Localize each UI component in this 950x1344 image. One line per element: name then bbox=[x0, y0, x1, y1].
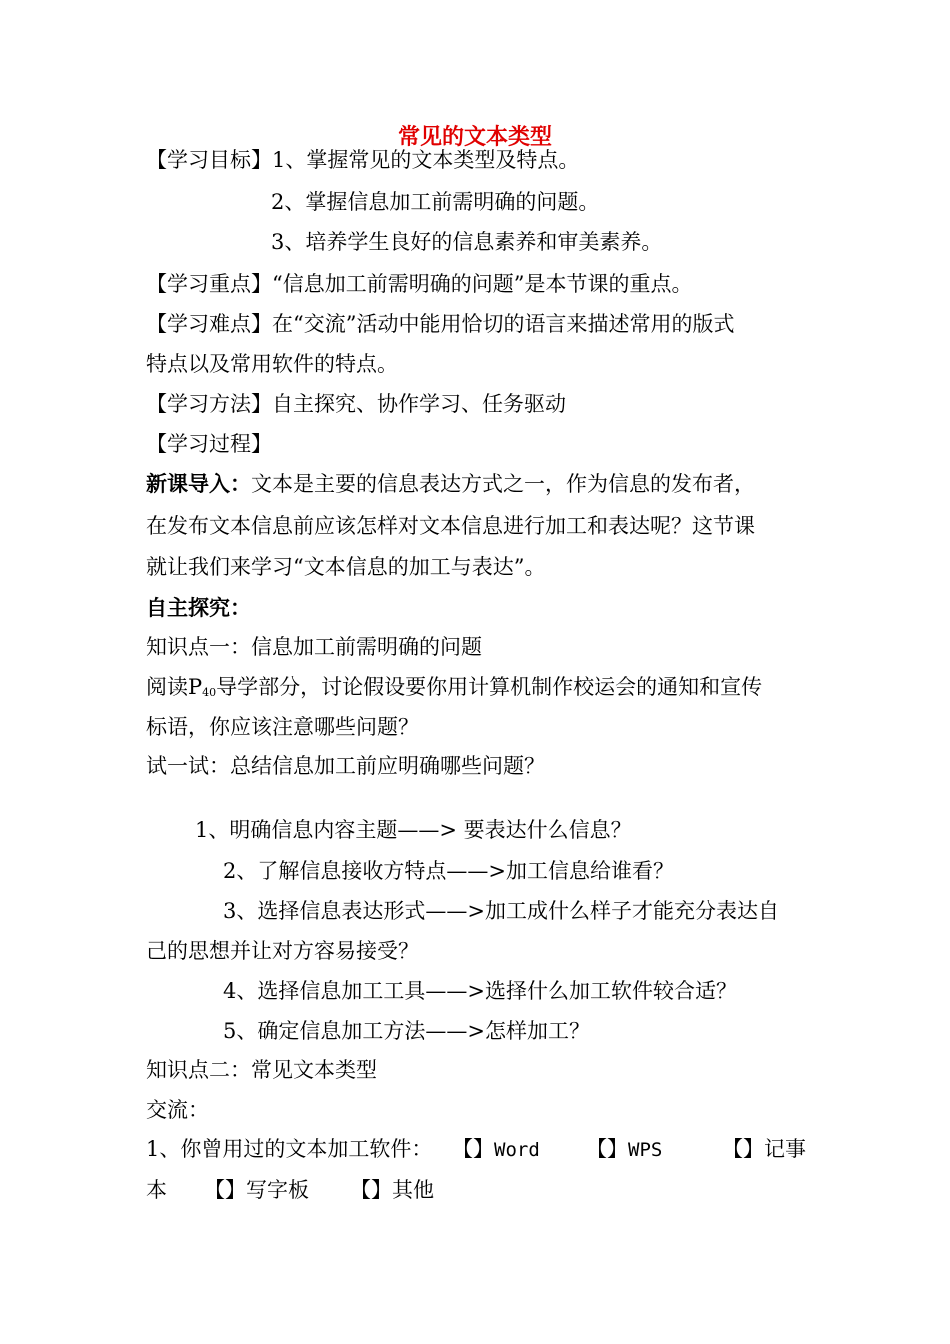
checkbox-bracket: 【】 bbox=[204, 1178, 246, 1202]
knowledge-point-2: 知识点二：常见文本类型 bbox=[146, 1058, 377, 1082]
question-2: 2、了解信息接收方特点——>加工信息给谁看？ bbox=[223, 859, 674, 883]
read-rest: 导学部分，讨论假设要你用计算机制作校运会的通知和宣传 bbox=[216, 675, 763, 699]
option-other bbox=[350, 1176, 434, 1204]
intro-line-1 bbox=[146, 470, 755, 498]
difficulty-line-2: 特点以及常用软件的特点。 bbox=[146, 352, 398, 376]
option-notepad-label-1: 记事 bbox=[764, 1137, 806, 1161]
read-prefix: 阅读 bbox=[146, 675, 188, 699]
option-wps bbox=[586, 1135, 662, 1164]
try-line: 试一试：总结信息加工前应明确哪些问题？ bbox=[146, 754, 545, 778]
checkbox-bracket: 【】 bbox=[722, 1137, 764, 1161]
learning-goals-line bbox=[146, 146, 579, 174]
option-notepad-cont: 本 bbox=[146, 1178, 167, 1202]
method-line: 【学习方法】自主探究、协作学习、任务驱动 bbox=[146, 392, 566, 416]
goal-2: 2、掌握信息加工前需明确的问题。 bbox=[271, 190, 600, 214]
option-word bbox=[452, 1135, 540, 1164]
checkbox-bracket: 【】 bbox=[350, 1178, 392, 1202]
option-wps-label: WPS bbox=[628, 1139, 663, 1161]
question-1: 1、明确信息内容主题——> 要表达什么信息？ bbox=[195, 818, 632, 842]
intro-line-3: 就让我们来学习“文本信息的加工与表达”。 bbox=[146, 555, 546, 579]
explore-label: 自主探究： bbox=[146, 595, 251, 620]
key-point-line: 【学习重点】“信息加工前需明确的问题”是本节课的重点。 bbox=[146, 272, 693, 296]
option-word-label: Word bbox=[494, 1139, 540, 1161]
exchange-label: 交流： bbox=[146, 1098, 209, 1122]
checkbox-bracket: 【】 bbox=[586, 1137, 628, 1161]
intro-text-1: 文本是主要的信息表达方式之一，作为信息的发布者， bbox=[251, 472, 755, 496]
goal-3: 3、培养学生良好的信息素养和审美素养。 bbox=[271, 230, 663, 254]
option-notepad bbox=[722, 1135, 806, 1163]
question-3-line-2: 己的思想并让对方容易接受？ bbox=[146, 939, 419, 963]
question-3-line-1: 3、选择信息表达形式——>加工成什么样子才能充分表达自 bbox=[223, 899, 779, 923]
question-4: 4、选择信息加工工具——>选择什么加工软件较合适？ bbox=[223, 979, 737, 1003]
document-title: 常见的文本类型 bbox=[397, 124, 552, 150]
option-wordpad bbox=[204, 1176, 309, 1204]
read-page: P bbox=[188, 675, 203, 699]
knowledge-point-1: 知识点一：信息加工前需明确的问题 bbox=[146, 635, 482, 659]
read-line-2: 标语，你应该注意哪些问题？ bbox=[146, 715, 419, 739]
checkbox-bracket: 【】 bbox=[452, 1137, 494, 1161]
option-wordpad-label: 写字板 bbox=[246, 1178, 309, 1202]
option-other-label: 其他 bbox=[392, 1178, 434, 1202]
software-label: 1、你曾用过的文本加工软件： bbox=[146, 1137, 433, 1161]
intro-line-2: 在发布文本信息前应该怎样对文本信息进行加工和表达呢？这节课 bbox=[146, 514, 755, 538]
read-page-sub: 40 bbox=[202, 686, 217, 699]
intro-label: 新课导入： bbox=[146, 471, 251, 496]
question-5: 5、确定信息加工方法——>怎样加工？ bbox=[223, 1019, 590, 1043]
difficulty-line-1: 【学习难点】在“交流”活动中能用恰切的语言来描述常用的版式 bbox=[146, 312, 735, 336]
read-line-1 bbox=[146, 673, 762, 707]
goal-1: 1、掌握常见的文本类型及特点。 bbox=[272, 148, 580, 172]
goals-label: 【学习目标】 bbox=[146, 148, 272, 172]
process-label: 【学习过程】 bbox=[146, 432, 272, 456]
